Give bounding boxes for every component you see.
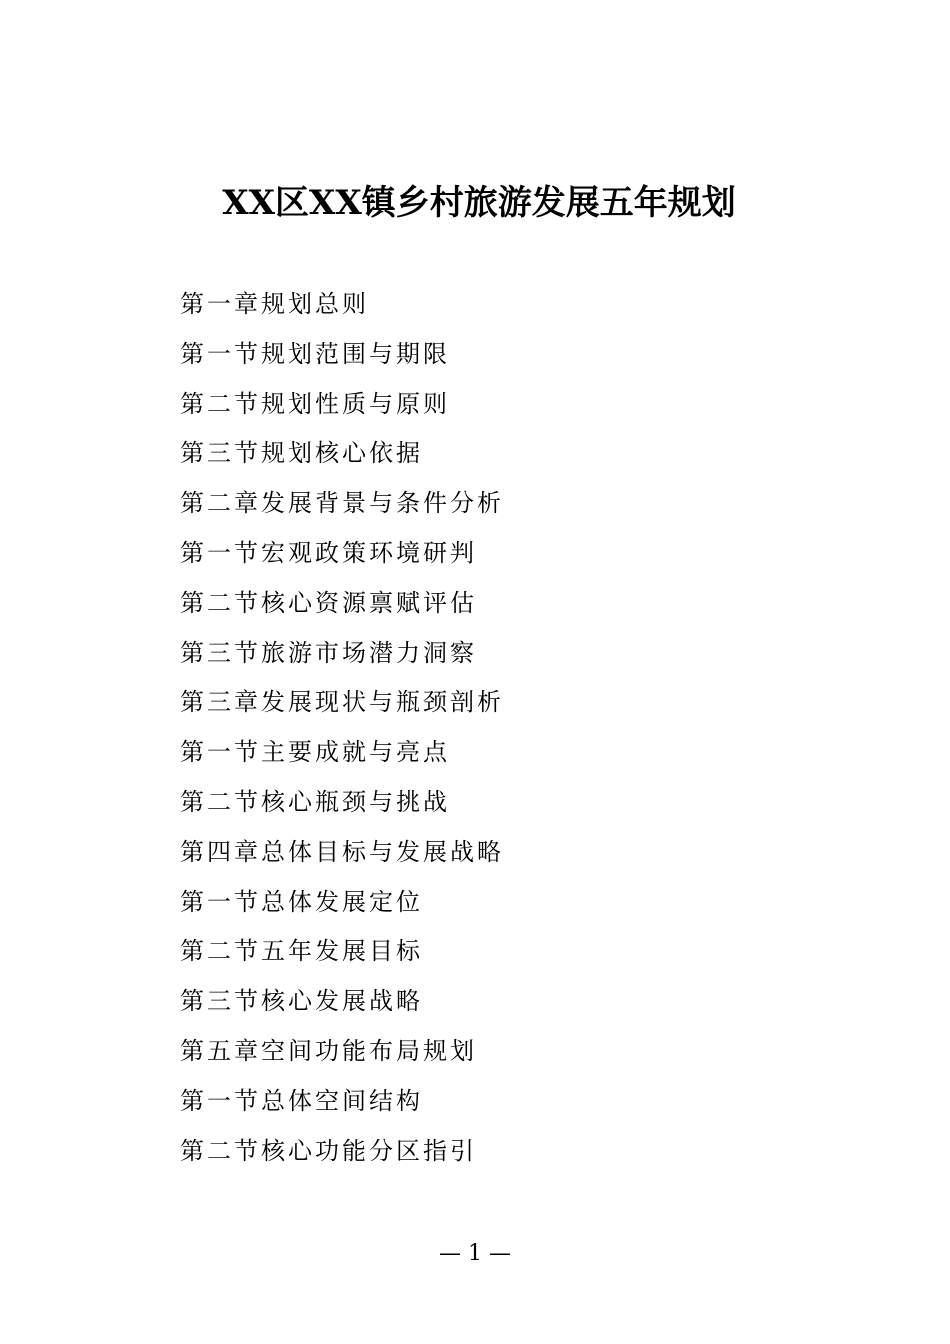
- page-title: XX区XX镇乡村旅游发展五年规划: [222, 183, 736, 223]
- toc-chapter-4: 第四章总体目标与发展战略: [180, 837, 504, 866]
- toc-chapter-2: 第二章发展背景与条件分析: [180, 489, 504, 518]
- toc-chapter-5: 第五章空间功能布局规划: [180, 1036, 477, 1065]
- toc-section-1-2: 第二节规划性质与原则: [180, 389, 450, 418]
- toc-chapter-1: 第一章规划总则: [180, 290, 369, 318]
- toc-section-4-1: 第一节总体发展定位: [180, 887, 423, 916]
- toc-section-3-1: 第一节主要成就与亮点: [180, 738, 450, 767]
- table-of-contents: [180, 278, 504, 1174]
- toc-section-2-1: 第一节宏观政策环境研判: [180, 538, 477, 567]
- toc-chapter-3: 第三章发展现状与瓶颈剖析: [180, 688, 504, 717]
- toc-section-2-3: 第三节旅游市场潜力洞察: [180, 638, 477, 667]
- toc-section-2-2: 第二节核心资源禀赋评估: [180, 588, 477, 617]
- toc-section-3-2: 第二节核心瓶颈与挑战: [180, 787, 450, 816]
- toc-section-4-3: 第三节核心发展战略: [180, 987, 423, 1016]
- toc-section-1-1: 第一节规划范围与期限: [180, 339, 450, 368]
- toc-section-1-3: 第三节规划核心依据: [180, 439, 423, 468]
- toc-section-4-2: 第二节五年发展目标: [180, 937, 423, 966]
- toc-section-5-2: 第二节核心功能分区指引: [180, 1136, 477, 1165]
- toc-section-5-1: 第一节总体空间结构: [180, 1086, 423, 1115]
- page-number: — 1 —: [439, 1241, 511, 1266]
